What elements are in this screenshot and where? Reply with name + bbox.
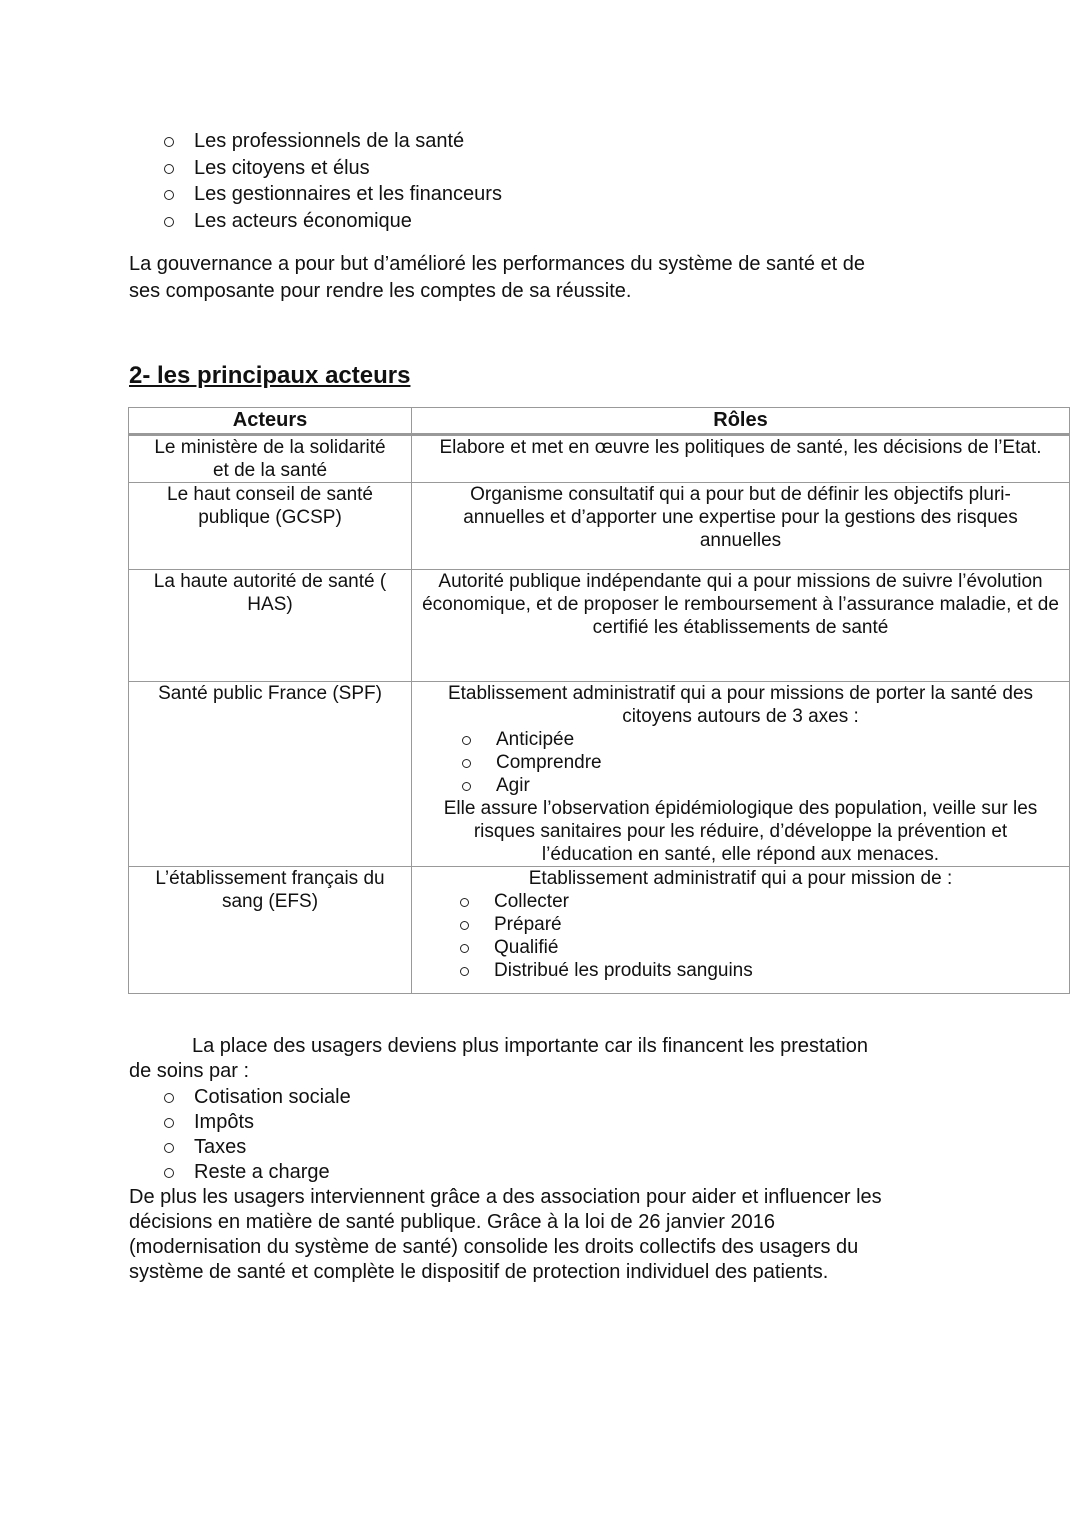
actor-cell: La haute autorité de santé ( HAS) — [129, 570, 412, 682]
role-cell: Autorité publique indépendante qui a pour missions de suivre l’évolution économique, et de proposer le remboursement à l’assurance maladie, et de certifié les établissements de santé — [412, 570, 1070, 682]
list-item: Taxes — [164, 1135, 351, 1160]
actors-table — [128, 407, 1070, 994]
conclusion-paragraph: De plus les usagers interviennent grâce a des association pour aider et influencer les décisions en matière de santé publique. Grâce à la loi de 26 janvier 2016 (modernisation du système de santé) consolide les droits collectifs des usagers du système de santé et complète le dispositif de protection individuel des patients. — [129, 1186, 882, 1283]
circle-bullet-icon — [460, 921, 469, 930]
circle-bullet-icon — [164, 137, 174, 147]
table-header-row — [129, 408, 1070, 435]
governance-paragraph: La gouvernance a pour but d’amélioré les performances du système de santé et de ses composante pour rendre les comptes de sa réussite. — [129, 253, 865, 302]
table-row — [129, 435, 1070, 483]
intro-bullet-list — [164, 128, 502, 235]
role-cell: Organisme consultatif qui a pour but de définir les objectifs pluri-annuelles et d’apporter une expertise pour la gestions des risques annuelles — [412, 483, 1070, 570]
header-actors: Acteurs — [129, 408, 412, 435]
list-item: Les citoyens et élus — [164, 155, 502, 182]
circle-bullet-icon — [460, 967, 469, 976]
table-row — [129, 570, 1070, 682]
role-cell — [412, 867, 1070, 994]
missions-list — [418, 890, 1063, 982]
role-cell: Elabore et met en œuvre les politiques de santé, les décisions de l’Etat. — [412, 435, 1070, 483]
list-item: Collecter — [458, 890, 1063, 913]
circle-bullet-icon — [164, 1143, 174, 1153]
usagers-paragraph: La place des usagers deviens plus importante car ils financent les prestation de soins par : — [129, 1035, 868, 1082]
header-roles: Rôles — [412, 408, 1070, 435]
circle-bullet-icon — [164, 1118, 174, 1128]
circle-bullet-icon — [164, 1168, 174, 1178]
circle-bullet-icon — [164, 217, 174, 227]
axes-list — [420, 728, 1061, 797]
table-row — [129, 682, 1070, 867]
list-item: Les professionnels de la santé — [164, 128, 502, 155]
circle-bullet-icon — [460, 944, 469, 953]
section-heading: 2- les principaux acteurs — [129, 362, 411, 389]
list-item: Les acteurs économique — [164, 208, 502, 235]
role-intro: Etablissement administratif qui a pour mission de : — [528, 868, 953, 889]
circle-bullet-icon — [462, 759, 471, 768]
list-item: Impôts — [164, 1110, 351, 1135]
list-item: Anticipée — [460, 728, 1061, 751]
role-outro: Elle assure l’observation épidémiologique des population, veille sur les risques sanitaires pour les réduire, d’développe la prévention et l’éducation en santé, elle répond aux menaces. — [443, 798, 1038, 865]
actor-cell: Santé public France (SPF) — [129, 682, 412, 867]
list-item: Cotisation sociale — [164, 1085, 351, 1110]
actor-cell: Le ministère de la solidarité et de la santé — [129, 435, 412, 483]
circle-bullet-icon — [164, 1093, 174, 1103]
list-item: Agir — [460, 774, 1061, 797]
list-item: Les gestionnaires et les financeurs — [164, 181, 502, 208]
table-row — [129, 867, 1070, 994]
usagers-funding-list — [164, 1085, 351, 1185]
list-item: Reste a charge — [164, 1160, 351, 1185]
circle-bullet-icon — [164, 190, 174, 200]
list-item: Qualifié — [458, 936, 1063, 959]
table-row — [129, 483, 1070, 570]
circle-bullet-icon — [164, 164, 174, 174]
list-item: Distribué les produits sanguins — [458, 959, 1063, 982]
list-item: Préparé — [458, 913, 1063, 936]
role-cell — [412, 682, 1070, 867]
circle-bullet-icon — [462, 736, 471, 745]
circle-bullet-icon — [460, 898, 469, 907]
circle-bullet-icon — [462, 782, 471, 791]
list-item: Comprendre — [460, 751, 1061, 774]
actor-cell: L’établissement français du sang (EFS) — [129, 867, 412, 994]
role-intro: Etablissement administratif qui a pour missions de porter la santé des citoyens autours de 3 axes : — [447, 683, 1034, 727]
actor-cell: Le haut conseil de santé publique (GCSP) — [129, 483, 412, 570]
